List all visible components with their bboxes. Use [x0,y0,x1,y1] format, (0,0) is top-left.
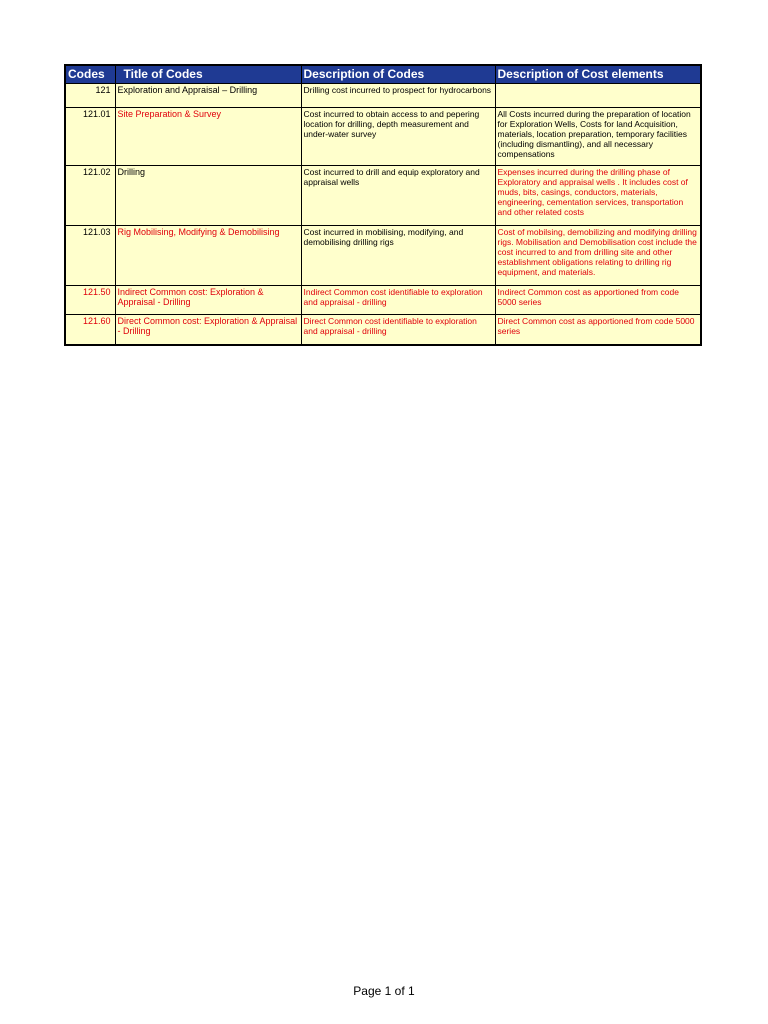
table-row [65,166,701,226]
title-cell: Exploration and Appraisal – Drilling [115,84,301,108]
table-row [65,226,701,286]
cost-elements-cell [495,84,701,108]
header-description-of-codes: Description of Codes [301,65,495,84]
cost-elements-cell: Direct Common cost as apportioned from code 5000 series [495,315,701,345]
code-cell: 121.60 [65,315,115,345]
code-cell: 121.02 [65,166,115,226]
cost-elements-cell: Expenses incurred during the drilling phase of Exploratory and appraisal wells . It includes cost of muds, bits, casings, conductors, materials, engineering, cementation services, transportation and other related costs [495,166,701,226]
title-cell: Rig Mobilising, Modifying & Demobilising [115,226,301,286]
code-cell: 121.01 [65,108,115,166]
header-codes: Codes [65,65,115,84]
description-cell: Indirect Common cost identifiable to exploration and appraisal - drilling [301,286,495,315]
table-row [65,315,701,345]
cost-codes-table [64,64,702,346]
header-description-of-cost-elements: Description of Cost elements [495,65,701,84]
table-row [65,108,701,166]
description-cell: Cost incurred in mobilising, modifying, and demobilising drilling rigs [301,226,495,286]
description-cell: Cost incurred to obtain access to and pepering location for drilling, depth measurement and under-water survey [301,108,495,166]
title-cell: Drilling [115,166,301,226]
table-header-row [65,65,701,84]
cost-elements-cell: All Costs incurred during the preparation of location for Exploration Wells, Costs for land Acquisition, materials, location preparation, temporary facilities (including dismantling), and all necessary compensations [495,108,701,166]
page-number: Page 1 of 1 [353,984,415,998]
title-cell: Direct Common cost: Exploration & Appraisal - Drilling [115,315,301,345]
table-row [65,286,701,315]
code-cell: 121.03 [65,226,115,286]
code-cell: 121 [65,84,115,108]
code-cell: 121.50 [65,286,115,315]
description-cell: Direct Common cost identifiable to exploration and appraisal - drilling [301,315,495,345]
description-cell: Cost incurred to drill and equip exploratory and appraisal wells [301,166,495,226]
table-row [65,84,701,108]
description-cell: Drilling cost incurred to prospect for hydrocarbons [301,84,495,108]
title-cell: Indirect Common cost: Exploration & Appraisal - Drilling [115,286,301,315]
header-title-of-codes: Title of Codes [115,65,301,84]
cost-elements-cell: Cost of mobilsing, demobilizing and modifying drilling rigs. Mobilisation and Demobilisation cost include the cost incurred to and from drilling site and other establishment obligations relating to drilling rig equipment, and materials. [495,226,701,286]
title-cell: Site Preparation & Survey [115,108,301,166]
cost-elements-cell: Indirect Common cost as apportioned from code 5000 series [495,286,701,315]
